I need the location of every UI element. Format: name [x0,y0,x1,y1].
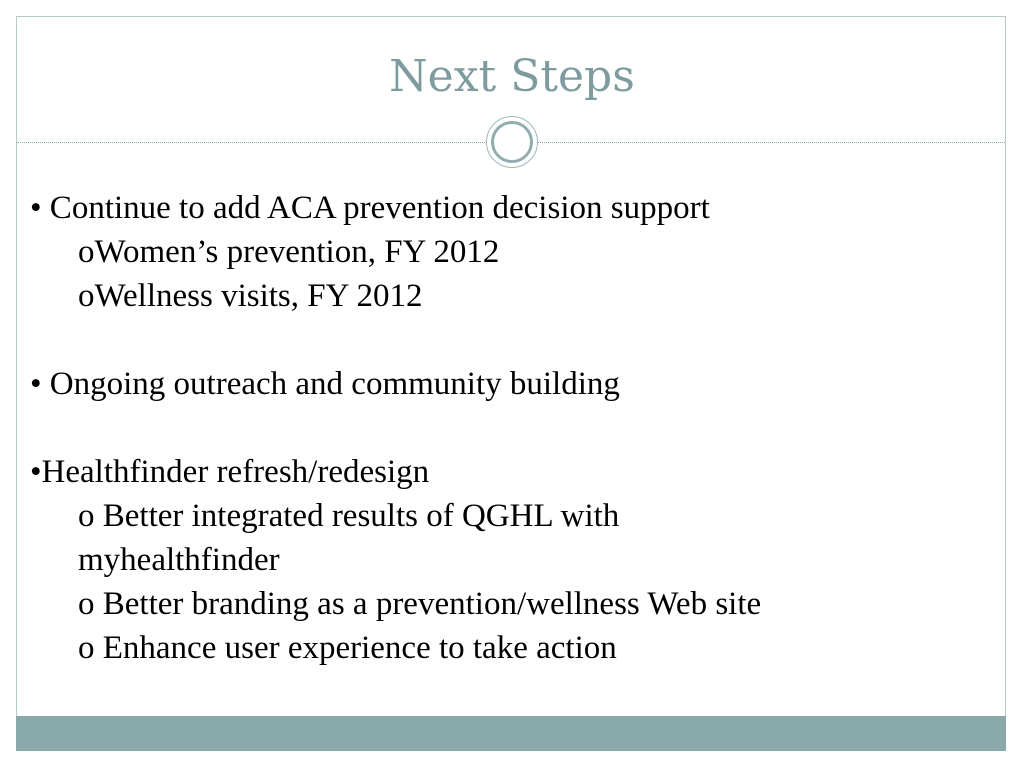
bullet-item: •Healthfinder refresh/redesign [30,454,430,490]
slide-title: Next Steps [389,51,635,102]
sub-bullet-item: o Better branding as a prevention/wellness Web site [78,586,762,622]
spacer [30,406,990,450]
bullet-list [30,186,990,670]
sub-bullet-item: oWomen’s prevention, FY 2012 [78,234,500,270]
sub-bullet-item: o Enhance user experience to take action [78,630,617,666]
bullet-item: • Ongoing outreach and community building [30,366,620,402]
sub-bullet-item: o Better integrated results of QGHL with [78,498,620,534]
footer-accent-bar [16,716,1006,751]
sub-bullet-continuation: myhealthfinder [78,542,280,578]
spacer [30,318,990,362]
circle-ornament-ring [491,121,533,163]
bullet-item: • Continue to add ACA prevention decision support [30,190,710,226]
sub-bullet-item: oWellness visits, FY 2012 [78,278,423,314]
